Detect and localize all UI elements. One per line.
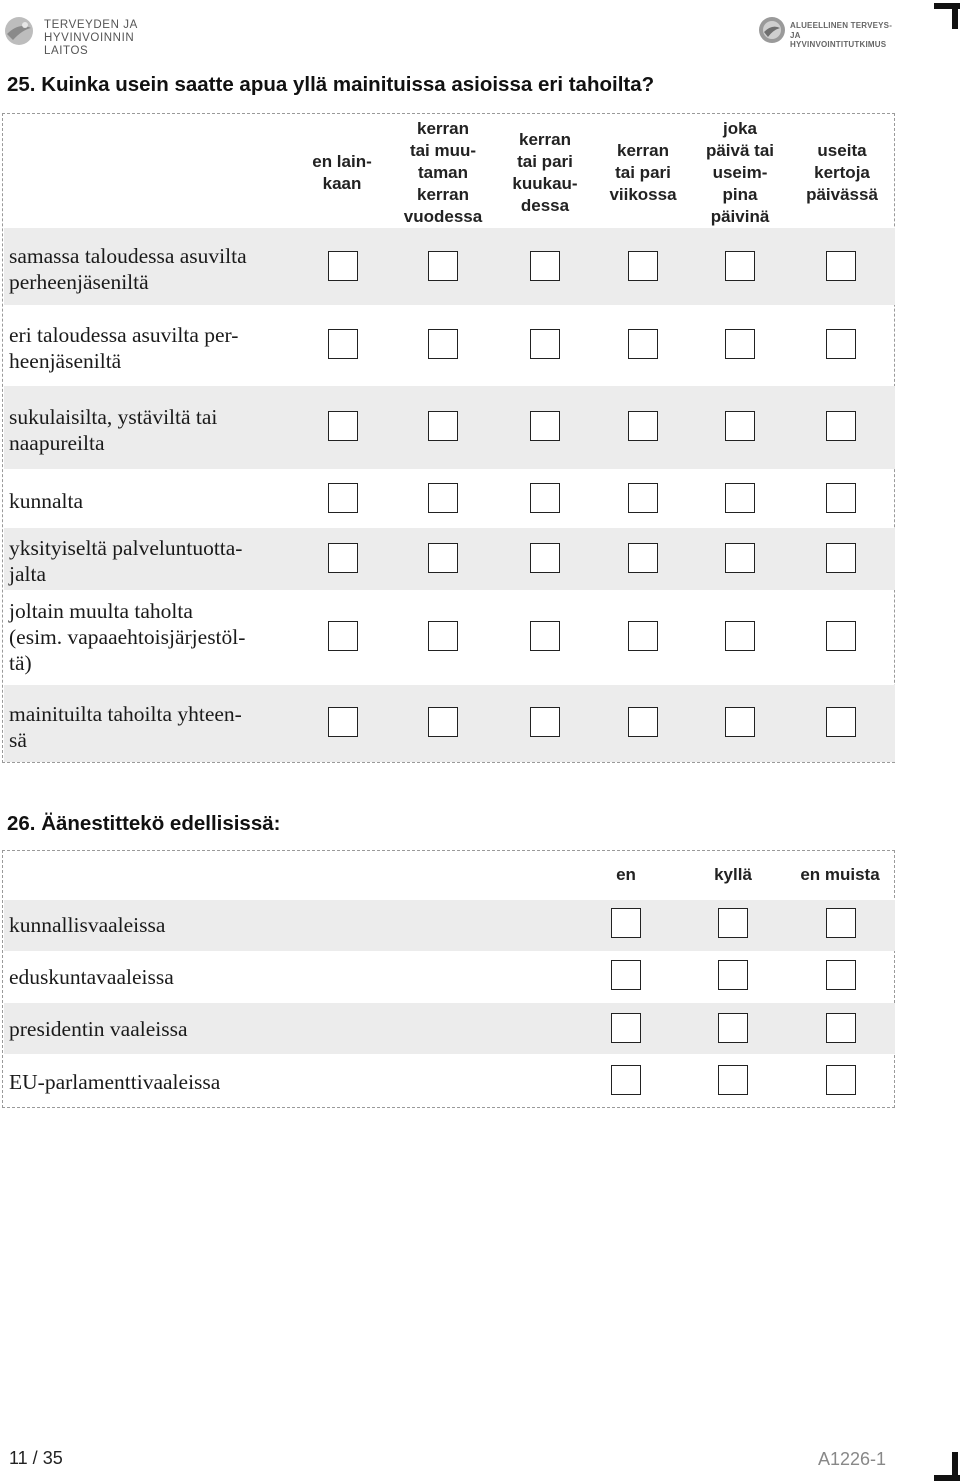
q25-checkbox[interactable]	[628, 251, 658, 281]
q25-checkbox[interactable]	[725, 621, 755, 651]
q25-checkbox[interactable]	[530, 483, 560, 513]
q26-checkbox[interactable]	[826, 960, 856, 990]
q25-row-label-other-household: eri taloudessa asuvilta per- heenjäseniltä	[9, 323, 239, 373]
ath-logo-line2: JA HYVINVOINTITUTKIMUS	[790, 30, 887, 49]
q26-checkbox[interactable]	[611, 908, 641, 938]
q25-checkbox[interactable]	[428, 251, 458, 281]
q26-checkbox[interactable]	[826, 1013, 856, 1043]
q26-checkbox[interactable]	[718, 1013, 748, 1043]
crop-mark-top-right-vertical	[952, 3, 958, 29]
q26-checkbox[interactable]	[611, 960, 641, 990]
ath-logo-line1: ALUEELLINEN TERVEYS-	[790, 21, 893, 30]
q25-checkbox[interactable]	[725, 543, 755, 573]
q25-checkbox[interactable]	[428, 621, 458, 651]
q25-checkbox[interactable]	[628, 543, 658, 573]
q25-col-header-several-daily: useita kertoja päivässä	[806, 141, 878, 204]
crop-mark-bottom-right-vertical	[952, 1452, 958, 1481]
q26-checkbox[interactable]	[611, 1065, 641, 1095]
q25-checkbox[interactable]	[530, 621, 560, 651]
q25-checkbox[interactable]	[328, 329, 358, 359]
q25-col-header-monthly: kerran tai pari kuukau- dessa	[512, 130, 578, 215]
q25-checkbox[interactable]	[428, 543, 458, 573]
q25-checkbox[interactable]	[628, 411, 658, 441]
question-26-title: 26. Äänestittekö edellisissä:	[7, 812, 281, 835]
q25-checkbox[interactable]	[826, 543, 856, 573]
q25-checkbox[interactable]	[826, 411, 856, 441]
q26-checkbox[interactable]	[826, 1065, 856, 1095]
ath-logo-icon	[758, 16, 786, 44]
thl-logo-line2: HYVINVOINNIN LAITOS	[44, 32, 135, 57]
q25-checkbox[interactable]	[328, 411, 358, 441]
q26-checkbox[interactable]	[611, 1013, 641, 1043]
q25-checkbox[interactable]	[428, 329, 458, 359]
thl-logo-icon	[4, 16, 34, 46]
q26-checkbox[interactable]	[718, 1065, 748, 1095]
thl-logo-line1: TERVEYDEN JA	[44, 19, 138, 31]
q25-checkbox[interactable]	[530, 707, 560, 737]
q26-row-label-parliamentary: eduskuntavaaleissa	[9, 965, 174, 989]
q25-checkbox[interactable]	[530, 543, 560, 573]
q26-row-label-presidential: presidentin vaaleissa	[9, 1017, 188, 1041]
q25-checkbox[interactable]	[530, 411, 560, 441]
q25-checkbox[interactable]	[725, 483, 755, 513]
ath-logo	[758, 16, 898, 49]
q25-checkbox[interactable]	[725, 411, 755, 441]
q25-checkbox[interactable]	[428, 411, 458, 441]
q26-col-header-dont-remember: en muista	[800, 865, 880, 884]
q25-checkbox[interactable]	[328, 483, 358, 513]
q25-checkbox[interactable]	[328, 251, 358, 281]
q25-checkbox[interactable]	[328, 707, 358, 737]
q25-checkbox[interactable]	[530, 251, 560, 281]
q26-checkbox[interactable]	[718, 908, 748, 938]
q25-checkbox[interactable]	[530, 329, 560, 359]
q26-row-label-municipal: kunnallisvaaleissa	[9, 913, 166, 937]
q25-col-header-daily: joka päivä tai useim- pina päivinä	[705, 119, 775, 226]
q25-checkbox[interactable]	[826, 251, 856, 281]
question-25-title: 25. Kuinka usein saatte apua yllä mainituissa asioissa eri tahoilta?	[7, 73, 655, 96]
q26-checkbox[interactable]	[826, 908, 856, 938]
q25-checkbox[interactable]	[826, 621, 856, 651]
thl-logo	[4, 16, 174, 57]
q25-row-label-total: mainituilta tahoilta yhteen- sä	[9, 702, 242, 752]
q25-row-label-other-party: joltain muulta taholta (esim. vapaaehtoisjärjestöl- tä)	[9, 599, 246, 675]
q25-checkbox[interactable]	[428, 483, 458, 513]
q25-checkbox[interactable]	[628, 483, 658, 513]
q25-checkbox[interactable]	[725, 707, 755, 737]
form-code: A1226-1	[818, 1449, 887, 1469]
q26-col-header-no: en	[616, 865, 636, 884]
q26-checkbox[interactable]	[718, 960, 748, 990]
q25-row-label-private-provider: yksityiseltä palveluntuotta- jalta	[9, 536, 243, 586]
q25-checkbox[interactable]	[628, 621, 658, 651]
q25-col-header-weekly: kerran tai pari viikossa	[609, 141, 677, 204]
q25-checkbox[interactable]	[628, 329, 658, 359]
q26-row-label-eu-parliament: EU-parlamenttivaaleissa	[9, 1070, 221, 1094]
q26-col-header-yes: kyllä	[714, 865, 752, 884]
q25-checkbox[interactable]	[826, 483, 856, 513]
q25-checkbox[interactable]	[628, 707, 658, 737]
q25-row-label-municipality: kunnalta	[9, 489, 84, 513]
q25-col-header-never: en lain- kaan	[312, 152, 372, 193]
q25-row-label-relatives: sukulaisilta, ystäviltä tai naapureilta	[9, 405, 218, 455]
q25-checkbox[interactable]	[328, 621, 358, 651]
q25-checkbox[interactable]	[826, 329, 856, 359]
q25-checkbox[interactable]	[428, 707, 458, 737]
page-number: 11 / 35	[9, 1448, 63, 1468]
q25-checkbox[interactable]	[725, 251, 755, 281]
q25-checkbox[interactable]	[328, 543, 358, 573]
q25-checkbox[interactable]	[826, 707, 856, 737]
q25-checkbox[interactable]	[725, 329, 755, 359]
q25-row-label-same-household: samassa taloudessa asuvilta perheenjäseniltä	[9, 244, 247, 294]
q25-col-header-yearly: kerran tai muu- taman kerran vuodessa	[403, 119, 483, 226]
